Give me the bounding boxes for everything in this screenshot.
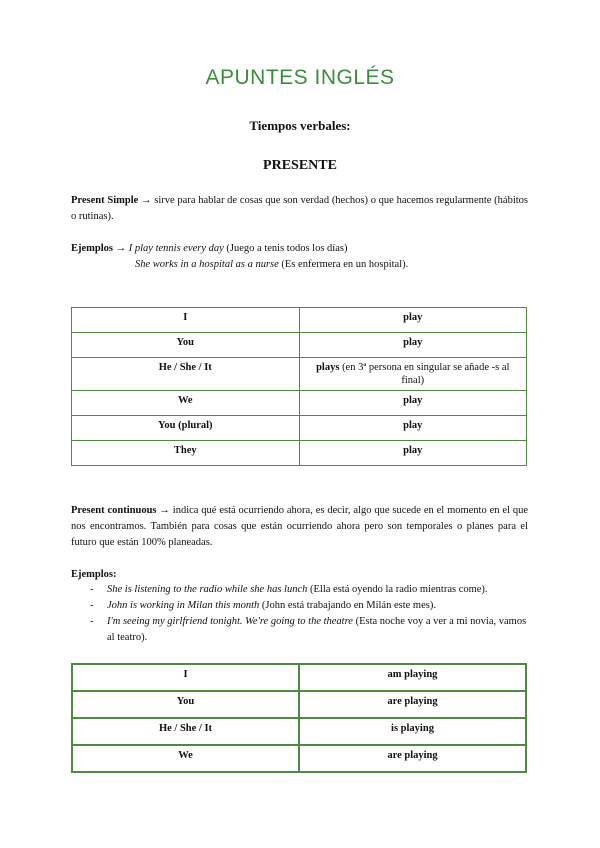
verb-cell: is playing (299, 718, 526, 745)
example-english: She is listening to the radio while she has lunch (107, 584, 308, 595)
subject-cell: You (plural) (72, 416, 300, 441)
table-row (72, 333, 527, 358)
subtitle: Tiempos verbales: (249, 118, 351, 133)
table-row (72, 416, 527, 441)
example-line-1: Ejemplos → I play tennis every day (Juego a tenis todos los días) (71, 243, 348, 254)
table-row (72, 441, 527, 466)
subject-cell: They (72, 441, 300, 466)
subject-cell: You (72, 691, 299, 718)
examples-label: Ejemplos (71, 243, 113, 254)
subject-cell: We (72, 391, 300, 416)
page-title: APUNTES INGLÉS (205, 66, 395, 89)
table-row (72, 391, 527, 416)
example-spanish: (Ella está oyendo la radio mientras come). (307, 584, 488, 595)
verb-cell: are playing (299, 745, 526, 772)
verb-cell: are playing (299, 691, 526, 718)
arrow: → (138, 195, 155, 206)
table-row (72, 358, 527, 391)
table-row (72, 745, 526, 772)
verb-cell: play (299, 441, 527, 466)
table-row (72, 691, 526, 718)
present-simple-table (71, 307, 527, 466)
table-row (72, 718, 526, 745)
list-item (90, 582, 528, 598)
subject-cell: You (72, 333, 300, 358)
table-row (72, 308, 527, 333)
subject-cell: He / She / It (72, 718, 299, 745)
verb-cell: am playing (299, 664, 526, 691)
subject-cell: I (72, 664, 299, 691)
examples-list (90, 582, 528, 646)
example-english: She works in a hospital as a nurse (135, 259, 279, 270)
present-continuous-table (71, 663, 527, 773)
example-spanish: (Esta noche voy a ver a mi novia, vamos al teatro). (107, 616, 527, 643)
example-spanish: (Juego a tenis todos los días) (223, 243, 348, 254)
example-spanish: (John está trabajando en Milán este mes). (259, 600, 436, 611)
section-heading: PRESENTE (263, 158, 337, 173)
term: Present Simple (71, 195, 139, 206)
term: Present continuous (71, 505, 157, 516)
verb-cell: play (299, 333, 527, 358)
subject-cell: He / She / It (72, 358, 300, 391)
verb-cell: play (299, 391, 527, 416)
list-item (90, 598, 528, 614)
table-row (72, 664, 526, 691)
examples-heading: Ejemplos: (71, 569, 117, 580)
example-english: I'm seeing my girlfriend tonight. We're going to the theatre (107, 616, 353, 627)
example-english: John is working in Milan this month (107, 600, 260, 611)
arrow: → (156, 505, 173, 516)
example-line-2 (71, 257, 528, 273)
subject-cell: I (72, 308, 300, 333)
example-english: I play tennis every day (128, 243, 224, 254)
definition-text: sirve para hablar de cosas que son verdad (hechos) o que hacemos regularmente (hábitos o rutinas). (71, 195, 528, 222)
present-simple-definition (71, 193, 528, 225)
example-spanish: (Es enfermera en un hospital). (278, 259, 409, 270)
present-simple-examples (71, 241, 528, 273)
definition-text: indica qué está ocurriendo ahora, es decir, algo que sucede en el momento en el que nos encontramos. También para cosas que están ocurriendo ahora pero son temporales o planes para el futuro que están 100% planeadas. (71, 505, 528, 548)
verb-cell: plays (en 3ª persona en singular se añade -s al final) (299, 358, 527, 391)
subject-cell: We (72, 745, 299, 772)
verb-note: (en 3ª persona en singular se añade -s al final) (339, 362, 510, 386)
verb-cell: play (299, 416, 527, 441)
list-item (90, 614, 528, 646)
present-continuous-definition (71, 503, 528, 551)
verb-cell: play (299, 308, 527, 333)
